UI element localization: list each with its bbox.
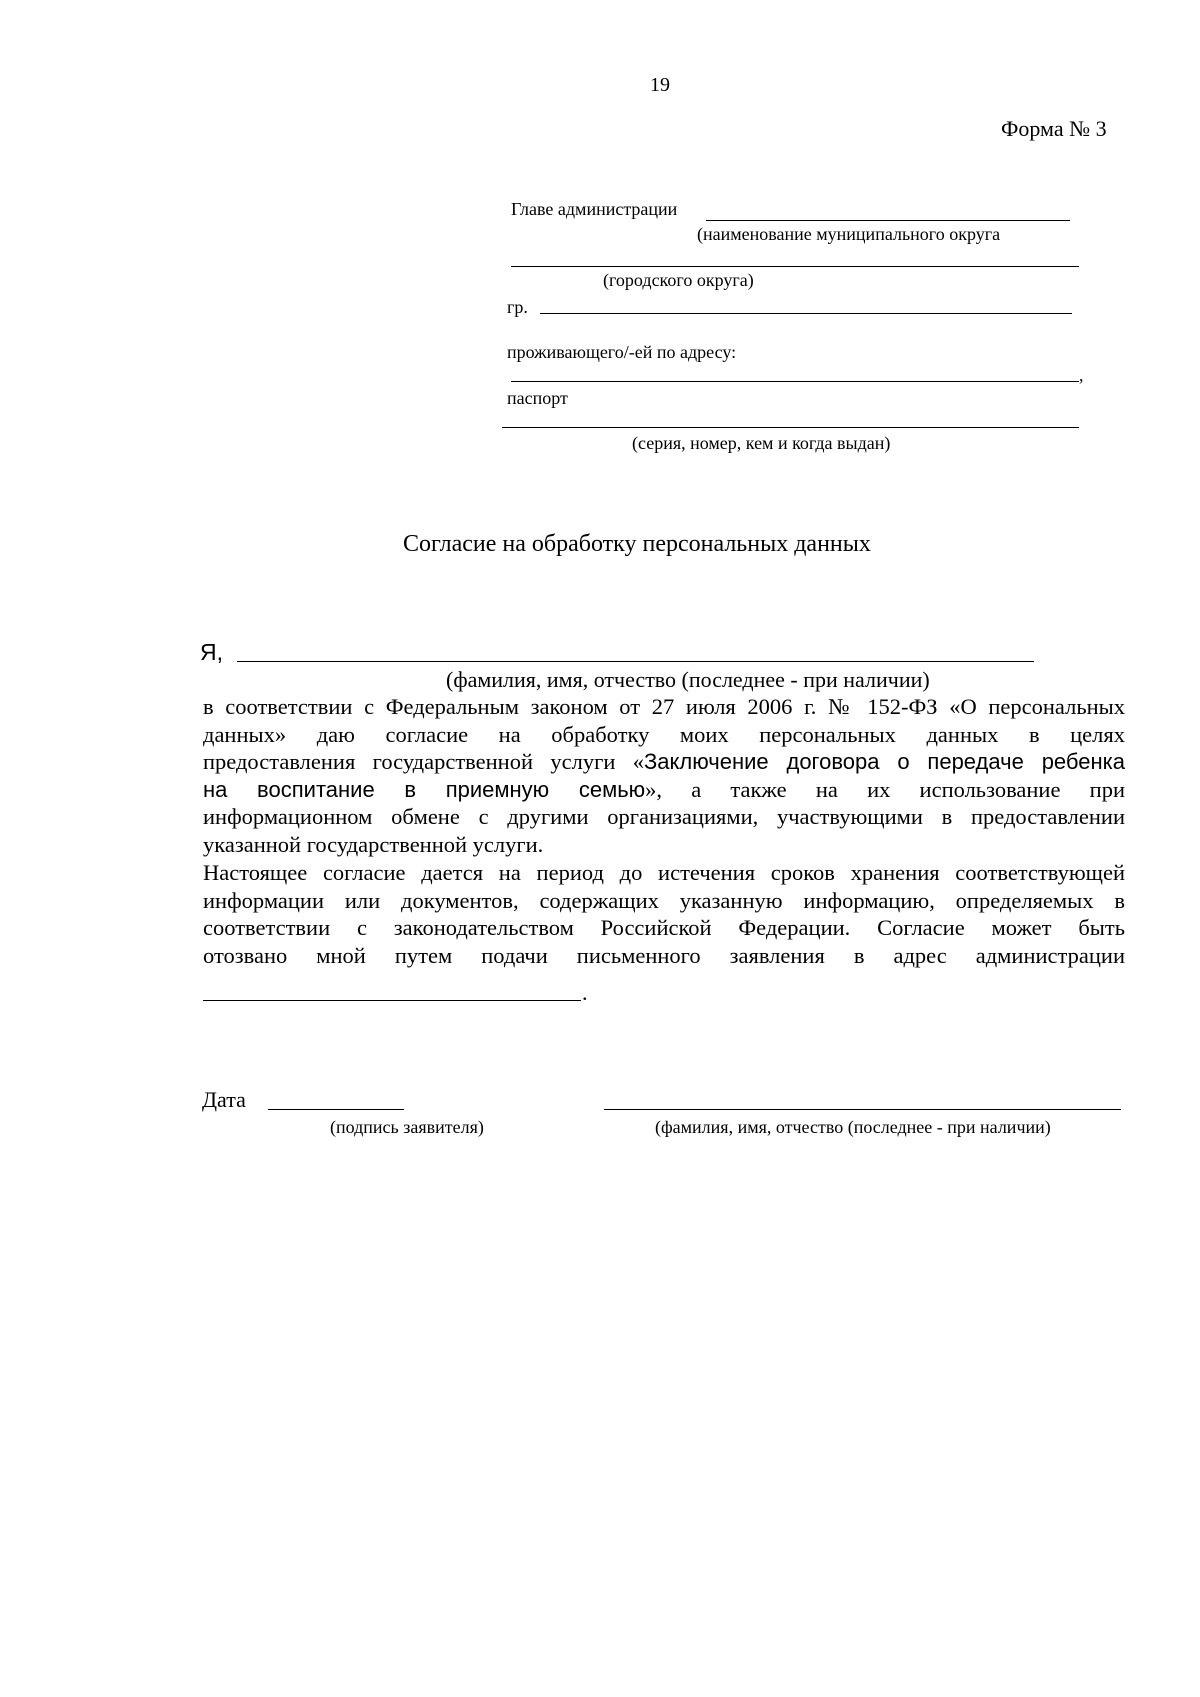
paragraph-line: отозвано мной путем подачи письменного заявления в адрес администрации [203,942,1125,968]
passport-label: паспорт [507,388,568,408]
applicant-name-line[interactable] [237,661,1034,662]
citizen-label: гр. [507,297,528,317]
date-label: Дата [202,1087,246,1112]
paragraph-line: соответствии с законодательством Российской Федерации. Согласие может быть [203,915,1125,941]
signature-caption: (подпись заявителя) [330,1117,484,1137]
consent-paragraph-2 [203,859,1125,969]
service-name: Заключение договора о передаче ребенка [644,749,1126,775]
passport-caption: (серия, номер, кем и когда выдан) [632,433,891,453]
paragraph-line [203,776,1125,804]
municipality-name-line-2[interactable] [511,266,1079,267]
consent-paragraph-1 [203,693,1125,859]
document-title: Согласие на обработку персональных данных [403,531,871,557]
paragraph-line [203,748,1125,776]
paragraph-line: данных» даю согласие на обработку моих персональных данных в целях [203,721,1125,747]
address-comma: , [1079,365,1084,385]
paragraph-end: . [582,980,588,1005]
paragraph-line-text: предоставления государственной услуги « [203,749,644,775]
citizen-name-line[interactable] [540,313,1072,314]
municipality-name-line[interactable] [706,220,1070,221]
passport-line[interactable] [502,427,1079,428]
paragraph-line: в соответствии с Федеральным законом от 27 июля 2006 г. № 152-ФЗ «О персональных [203,694,1125,719]
form-label: Форма № 3 [1001,116,1107,141]
page-number: 19 [650,74,670,96]
applicant-fio-caption: (фамилия, имя, отчество (последнее - при наличии) [446,667,930,692]
paragraph-line: информации или документов, содержащих указанную информацию, определяемых в [203,887,1125,913]
city-caption: (городского округа) [603,270,754,290]
address-line[interactable] [511,381,1079,382]
paragraph-line: указанной государственной услуги. [203,831,544,857]
head-label: Главе администрации [511,199,678,219]
paragraph-line: информационном обмене с другими организациями, участвующими в предоставлении [203,804,1125,830]
paragraph-line-text: », а также на их использование при [645,776,1125,802]
address-label: проживающего/-ей по адресу: [507,342,737,362]
signer-fio-caption: (фамилия, имя, отчество (последнее - при наличии) [655,1117,1051,1137]
municipality-caption: (наименование муниципального округа [697,224,1001,244]
paragraph-line: Настоящее согласие дается на период до истечения сроков хранения соответствующей [203,860,1125,885]
service-name: на воспитание в приемную семью [203,776,646,802]
administration-name-line[interactable] [203,1000,581,1001]
signer-name-line[interactable] [604,1109,1121,1110]
date-signature-line[interactable] [268,1109,404,1110]
i-label: Я, [200,639,223,665]
